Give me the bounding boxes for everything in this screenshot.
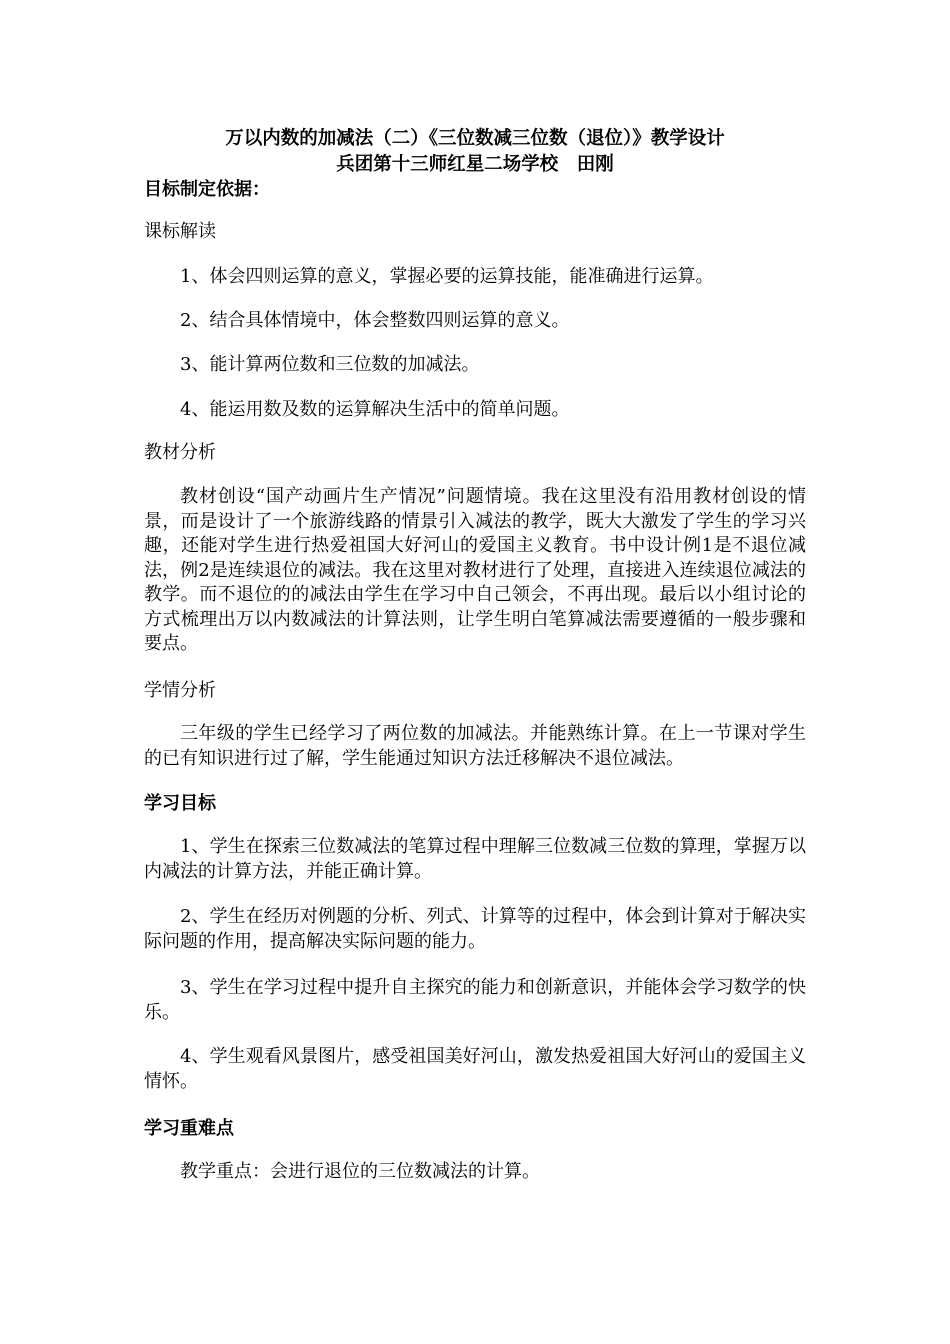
curriculum-item: 4、能运用数及数的运算解决生活中的简单问题。 [180,399,570,420]
textbook-paragraph: 教材创设“国产动画片生产情况”问题情境。我在这里没有沿用教材创设的情景，而是设计了一个旅游线路的情景引入减法的教学，既大大激发了学生的学习兴趣，还能对学生进行热爱祖国大好河山的爱国主义教育。书中设计例1是不退位减法，例2是连续退位的减法。我在这里对教材进行了处理，直接进入连续退位减法的教学。而不退位的的减法由学生在学习中自己领会，不再出现。最后以小组讨论的方式梳理出万以内数减法的计算法则，让学生明白笔算减法需要遵循的一般步骤和要点。 [144,486,806,654]
curriculum-item: 1、体会四则运算的意义，掌握必要的运算技能，能准确进行运算。 [180,266,714,287]
students-paragraph: 三年级的学生已经学习了两位数的加减法。并能熟练计算。在上一节课对学生的已有知识进行过了解，学生能通过知识方法迁移解决不退位减法。 [144,723,806,769]
textbook-heading: 教材分析 [144,442,216,463]
objective-item: 3、学生在学习过程中提升自主探究的能力和创新意识，并能体会学习数学的快乐。 [144,977,806,1023]
students-heading: 学情分析 [144,680,216,701]
objective-item: 1、学生在探索三位数减法的笔算过程中理解三位数减三位数的算理，掌握万以内减法的计算方法，并能正确计算。 [144,836,806,882]
curriculum-item: 2、结合具体情境中，体会整数四则运算的意义。 [180,310,570,331]
objective-item: 4、学生观看风景图片，感受祖国美好河山，激发热爱祖国大好河山的爱国主义情怀。 [144,1046,806,1092]
objectives-heading: 学习目标 [144,793,216,814]
curriculum-heading: 课标解读 [144,221,216,242]
curriculum-item: 3、能计算两位数和三位数的加减法。 [180,354,480,375]
document-title: 万以内数的加减法（二）《三位数减三位数（退位）》教学设计 [225,128,725,149]
objective-item: 2、学生在经历对例题的分析、列式、计算等的过程中，体会到计算对于解决实际问题的作用，提高解决实际问题的能力。 [144,906,806,952]
key-point-item: 教学重点：会进行退位的三位数减法的计算。 [180,1161,540,1182]
author-line: 兵团第十三师红星二场学校 田刚 [336,154,614,175]
section-goal-basis: 目标制定依据： [144,179,270,200]
key-points-heading: 学习重难点 [144,1118,234,1139]
